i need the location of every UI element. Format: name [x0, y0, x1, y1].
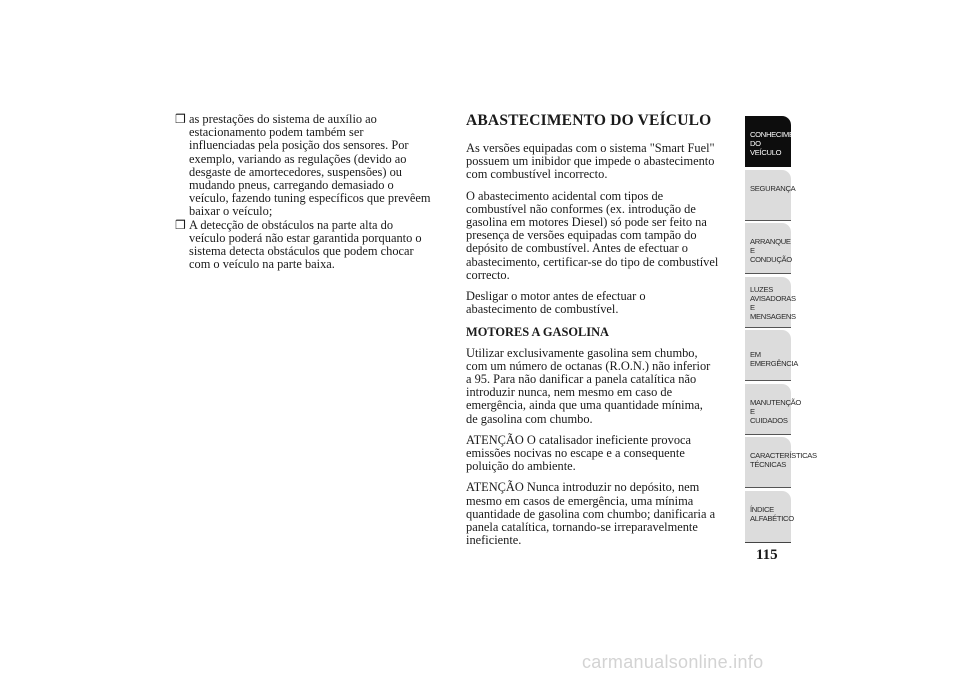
text-line: introduzir nunca, nem mesmo em caso de	[466, 385, 673, 400]
text-line: emergência, ainda que uma quantidade mínima,	[466, 398, 703, 413]
tab-label: LUZES	[750, 284, 773, 294]
bullet-item	[175, 219, 447, 272]
text-line: A detecção de obstáculos na parte alta do	[189, 217, 394, 232]
tab-label: ÍNDICE	[750, 504, 774, 514]
checkbox-bullet-icon: ❒	[175, 217, 186, 232]
page-number-divider	[745, 542, 791, 543]
paragraph-unleaded	[466, 347, 741, 426]
text-line: de gasolina com chumbo.	[466, 411, 593, 426]
subsection-title: MOTORES A GASOLINA	[466, 325, 609, 340]
right-column	[466, 112, 741, 555]
paragraph-engine-off	[466, 290, 741, 316]
text-line: ineficiente.	[466, 533, 522, 548]
text-line: com um número de octanas (R.O.N.) não inferior	[466, 358, 711, 373]
tab-caracteristicas-tecnicas[interactable]	[745, 437, 817, 488]
text-line: veículo poderá não estar garantida porquanto o	[189, 230, 422, 245]
paragraph-warning-leaded	[466, 481, 741, 547]
text-line: poluição do ambiente.	[466, 459, 576, 474]
text-line: influenciadas pela posição dos sensores. Por	[189, 138, 409, 153]
bullet-text	[189, 113, 447, 219]
text-line: mesmo em casos de emergência, uma mínima	[466, 493, 694, 508]
tab-label: CARACTERÍSTICAS	[750, 451, 817, 460]
tab-manutencao-e-cuidados[interactable]	[745, 384, 802, 435]
section-title: ABASTECIMENTO DO VEÍCULO	[466, 112, 712, 129]
text-line: abastecimento de combustível.	[466, 302, 619, 317]
text-line: estacionamento podem também ser	[189, 125, 364, 140]
text-line: com combustível incorrecto.	[466, 167, 608, 182]
text-line: correcto.	[466, 267, 510, 282]
tab-indice-alfabetico[interactable]	[745, 491, 794, 542]
text-line: ATENÇÃO O catalisador ineficiente provoca	[466, 432, 692, 447]
text-line: ATENÇÃO Nunca introduzir no depósito, nem	[466, 480, 700, 495]
tab-luzes-avisadoras[interactable]	[745, 277, 796, 328]
page-number: 115	[756, 547, 778, 563]
tab-conhecimento-do-veiculo[interactable]	[745, 116, 809, 167]
text-line: abastecimento, certificar-se do tipo de combustível	[466, 254, 719, 269]
text-line: sistema detecta obstáculos que podem chocar	[189, 244, 414, 259]
tab-label: CONHECIMENTO	[750, 130, 809, 139]
text-line: panela catalítica, tornando-se irreparavelmente	[466, 520, 698, 535]
left-column	[175, 113, 447, 271]
tab-em-emergencia[interactable]	[745, 330, 799, 381]
text-line: desgaste de amortecedores, suspensões) ou	[189, 164, 402, 179]
tab-arranque-e-conducao[interactable]	[745, 223, 791, 274]
tab-label: MANUTENÇÃO E	[750, 397, 802, 416]
text-line: quantidade de gasolina com chumbo; danificaria a	[466, 506, 716, 521]
text-line: O abastecimento acidental com tipos de	[466, 188, 664, 203]
tab-label: DO VEÍCULO	[750, 139, 782, 157]
text-line: exemplo, variando as regulações (devido ao	[189, 151, 407, 166]
tab-label: SEGURANÇA	[750, 183, 796, 193]
checkbox-bullet-icon: ❒	[175, 112, 186, 126]
paragraph-accidental-fueling	[466, 190, 741, 282]
bullet-text	[189, 219, 447, 272]
text-line: combustível não conformes (ex. introdução de	[466, 201, 696, 216]
text-line: gasolina em motores Diesel) só pode ser feito na	[466, 215, 707, 230]
tab-label: CONDUÇÃO	[750, 255, 792, 264]
text-line: presença de versões equipadas com tampão do	[466, 228, 697, 243]
watermark: carmanualsonline.info	[582, 652, 764, 672]
bullet-item	[175, 113, 447, 219]
tab-label: TÉCNICAS	[750, 460, 786, 469]
tab-label: ARRANQUE E	[750, 237, 791, 255]
text-line: a 95. Para não danificar a panela catalítica não	[466, 372, 697, 387]
text-line: possuem um inibidor que impede o abastecimento	[466, 154, 715, 169]
text-line: depósito de combustível. Antes de efectuar o	[466, 241, 688, 256]
tab-label: CUIDADOS	[750, 415, 788, 425]
text-line: baixar o veículo;	[189, 204, 273, 219]
text-line: emissões nocivas no escape e a consequente	[466, 446, 685, 461]
tab-label: ALFABÉTICO	[750, 513, 794, 523]
text-line: As versões equipadas com o sistema "Smart Fuel"	[466, 141, 715, 155]
text-line: as prestações do sistema de auxílio ao	[189, 112, 377, 126]
chapter-tabs	[745, 116, 817, 544]
tab-label: AVISADORAS E	[750, 293, 796, 312]
text-line: veículo, fazendo tuning específicos que prevêem	[189, 191, 431, 206]
text-line: com o veículo na parte baixa.	[189, 257, 335, 272]
text-line: Desligar o motor antes de efectuar o	[466, 289, 646, 304]
tab-label: EM EMERGÊNCIA	[750, 350, 799, 368]
tab-label: MENSAGENS	[750, 311, 796, 321]
text-line: mudando pneus, carregando demasiado o	[189, 178, 394, 193]
paragraph-smart-fuel	[466, 142, 741, 182]
text-line: Utilizar exclusivamente gasolina sem chumbo,	[466, 345, 698, 360]
tab-seguranca[interactable]	[745, 170, 796, 221]
paragraph-warning-catalyst	[466, 434, 741, 474]
